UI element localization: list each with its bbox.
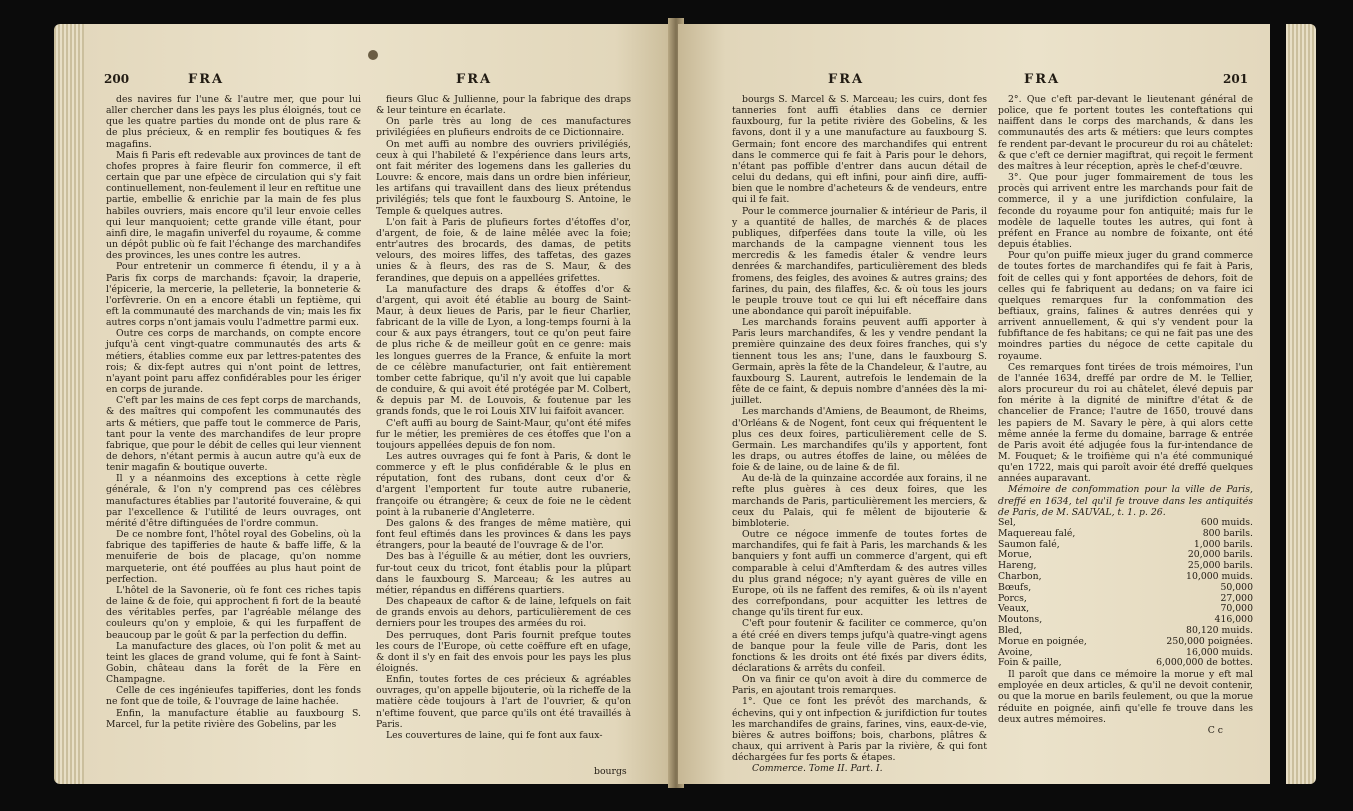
paragraph: des navires fur l'une & l'autre mer, que pour lui aller chercher dans les pays les plus éloignés, tout ce que les quatre parties du monde ont de plus rare & de plus précieux, & en remplir fes boutiques & fes magafins. <box>106 94 361 150</box>
paragraph: Des galons & des franges de même matière, qui font feul eftimés dans les provinces & dans les pays étrangers, pour la beauté de l'ouvrage & de l'or. <box>376 517 631 552</box>
right-col1-paragraphs <box>732 94 987 763</box>
left-page-edges <box>54 24 84 784</box>
table-row <box>998 529 1253 540</box>
paragraph: fieurs Gluc & Jullienne, pour la fabrique des draps & leur teinture en écarlate. <box>376 94 631 117</box>
table-row <box>998 594 1253 605</box>
paragraph: La manufacture des glaces, où l'on polit & met au teint les glaces de grand volume, qui fe font à Saint-Gobin, château dans la forêt de la Fère en Champagne. <box>106 640 361 686</box>
quantity-cell: 1,000 barils. <box>1193 538 1253 550</box>
quantity-cell: 6,000,000 de bottes. <box>1156 657 1253 669</box>
item-cell: Avoine, <box>998 646 1033 658</box>
table-row <box>998 658 1253 669</box>
item-cell: Morue en poignée, <box>998 635 1087 647</box>
item-cell: Porcs, <box>998 592 1027 604</box>
paragraph: 2°. Que c'eft par-devant le lieutenant général de police, que fe portent toutes les conteftations qui naiffent dans le corps des marchands, & dans les communautés des arts & métiers: que leurs comptes fe rendent par-devant le procureur du roi au châtelet: & que c'eft ce dernier magiftrat, qui reçoit le ferment des maîtres à leur réception, après le chef-d'œuvre. <box>998 94 1253 172</box>
right-col2-bottom-paragraphs <box>998 669 1253 725</box>
right-running-head-2: FRA <box>1024 72 1061 87</box>
quantity-cell: 80,120 muids. <box>1186 624 1253 636</box>
paragraph: La manufacture des draps & étoffes d'or & d'argent, qui avoit été établie au bourg de Saint-Maur, à deux lieues de Paris, par le fieur Charlier, fabricant de la ville de Lyon, a long-temps fourni à la cour & aux pays étrangers, tout ce qu'on peut faire de plus riche & de meilleur goût en ce genre: mais les longues guerres de la France, & enfuite la mort de ce célèbre manufacturier, ont fait entièrement tomber cette fabrique, qu'il n'y avoit que lui capable de conduire, & qui avoit été protégée par M. Colbert, & depuis par M. de Louvois, & foutenue par les grands fonds, que le roi Louis XIV lui faifoit avancer. <box>376 283 631 418</box>
paragraph: C'eft auffi au bourg de Saint-Maur, qu'ont été mifes fur le métier, les premières de ces étoffes que l'on a toujours appellées depuis de fon nom. <box>376 417 631 451</box>
paragraph: Des perruques, dont Paris fournit prefque toutes les cours de l'Europe, où cette coëffure eft en ufage, & dont il s'y en fait des envois pour les pays les plus éloignés. <box>376 629 631 674</box>
item-cell: Charbon, <box>998 570 1042 582</box>
left-page <box>84 24 674 784</box>
paragraph: 1°. Que ce font les prévôt des marchands, & échevins, qui y ont infpection & jurifdiction fur toutes les marchandifes de grains, farines, vins, eaux-de-vie, bières & autres boiffons; bois, charbons, plâtres & chaux, qui arrivent à Paris par la rivière, & qui font déchargées fur fes ports & étapes. <box>732 696 987 764</box>
open-book <box>14 8 1340 800</box>
paragraph: On met auffi au nombre des ouvriers privilégiés, ceux à qui l'habileté & l'expérience dans leurs arts, ont fait mériter des logemens dans les galleries du Louvre: & encore, mais dans un ordre bien inférieur, les artifans qui travaillent dans des lieux prétendus privilégiés; tels que font le fauxbourg S. Antoine, le Temple & quelques autres. <box>376 138 631 217</box>
paragraph: Pour qu'on puiffe mieux juger du grand commerce de toutes fortes de marchandifes qui fe fait à Paris, foit de celles qui y font apportées de dehors, foit de celles qui fe fabriquent au dedans; on va faire ici quelques remarques fur la confommation des beftiaux, grains, falines & autres denrées qui y arrivent annuellement, & qui s'y vendent pour la fubfiftance de fes habitans; ce qui ne fait pas une des moindres parties du négoce de cette capitale du royaume. <box>998 250 1253 362</box>
item-cell: Saumon falé, <box>998 538 1060 550</box>
paragraph: L'on fait à Paris de plufieurs fortes d'étoffes d'or, d'argent, de foie, & de laine mêlée avec la foie; entr'autres des brocards, des damas, de petits velours, des moires liffes, des taffetas, des gazes unies & à fleurs, des ras de S. Maur, & des ferandines, que depuis on a appellées grifettes. <box>376 216 631 284</box>
quantity-cell: 250,000 poignées. <box>1166 635 1253 647</box>
paragraph: Enfin, la manufacture établie au fauxbourg S. Marcel, fur la petite rivière des Gobelins, par les <box>106 707 361 730</box>
right-page-column-2 <box>998 94 1253 736</box>
paragraph: Enfin, toutes fortes de ces précieux & agréables ouvrages, qu'on appelle bijouterie, où la richeffe de la matière cède toujours à l'art de l'ouvrier, & qu'on n'eftime fouvent, que parce qu'ils ont été travaillés à Paris. <box>376 674 631 730</box>
paragraph: Mais fi Paris eft redevable aux provinces de tant de chofes propres à faire fleurir fon commerce, il eft certain que par une efpèce de circulation qui s'y fait continuellement, non-feulement il leur en reftitue une partie, embellie & enrichie par la main de fes plus habiles ouvriers, mais encore qu'il leur envoie celles qui leur manquoient; cette grande ville étant, pour ainfi dire, le magafin univerfel du royaume, & comme un dépôt public où fe fait l'échange des marchandifes des provinces, les unes contre les autres. <box>106 149 361 262</box>
paragraph: Ces remarques font tirées de trois mémoires, l'un de l'année 1634, dreffé par ordre de M. le Tellier, alors procureur du roi au châtelet, élevé depuis par fon mérite à la dignité de miniftre d'état & de chancelier de France; l'autre de 1650, trouvé dans les papiers de M. Savary le père, à qui alors cette même année la ferme du domaine, barrage & entrée de Paris avoit été adjugée fous la fur-intendance de M. Fouquet; & le troifième qui n'a été communiqué qu'en 1722, mais qui paroît avoir été dreffé quelques années auparavant. <box>998 361 1253 485</box>
paragraph: Des bas à l'éguille & au métier, dont les ouvriers, fur-tout ceux du tricot, font établis pour la plûpart dans le fauxbourg S. Marceau; & les autres au métier, répandus en différens quartiers. <box>376 551 631 596</box>
table-row <box>998 637 1253 648</box>
right-page-edges <box>1286 24 1316 784</box>
paragraph: 3°. Que pour juger fommairement de tous les procès qui arrivent entre les marchands pour fait de commerce, il y a une jurifdiction confulaire, la feconde du royaume pour fon antiquité; mais fur le modèle de laquelle toutes les autres, qui font à préfent en France au nombre de foixante, ont été depuis établies. <box>998 172 1253 251</box>
consumption-table <box>998 518 1253 669</box>
quantity-cell: 800 barils. <box>1202 527 1253 539</box>
page-ornament <box>368 50 378 60</box>
right-page-number: 201 <box>1223 72 1249 86</box>
paragraph: C'eft par les mains de ces fept corps de marchands, & des maîtres qui compofent les communautés des arts & métiers, que paffe tout le commerce de Paris, tant pour la vente des marchandifes de leur propre fabrique, que pour le débit de celles qui leur viennent de dehors, n'étant permis à aucun autre qu'à eux de tenir magafin & boutique ouverte. <box>106 395 361 474</box>
paragraph: L'hôtel de la Savonerie, où fe font ces riches tapis de laine & de foie, qui approchent fi fort de la beauté des véritables perfes, par l'agréable mélange des couleurs qu'on y emploie, & qui les furpaffent de beaucoup par le goût & par la perfection du deffin. <box>106 584 361 641</box>
paragraph: Outre ces corps de marchands, on compte encore jufqu'à cent vingt-quatre communautés des arts & métiers, établies comme eux par lettres-patentes des rois; & dix-fept autres qui n'ont point de lettres, n'ayant point paru affez confidérables pour les ériger en corps de jurande. <box>106 328 361 396</box>
item-cell: Hareng, <box>998 560 1037 572</box>
paragraph: Les couvertures de laine, qui fe font aux faux- <box>386 729 603 741</box>
quantity-cell: 20,000 barils. <box>1187 549 1253 561</box>
paragraph: On parle très au long de ces manufactures privilégiées en plufieurs endroits de ce Dictionnaire. <box>376 116 631 139</box>
memoir-title: Mémoire de confommation pour la ville de Paris, dreffé en 1634, tel qu'il fe trouve dans les antiquités de Paris, de M. SAUVAL, t. 1. p. 26. <box>998 484 1253 518</box>
quantity-cell: 600 muids. <box>1200 516 1253 528</box>
item-cell: Moutons, <box>998 614 1043 626</box>
paragraph: Outre ce négoce immenfe de toutes fortes de marchandifes, qui fe fait à Paris, les marchands & les banquiers y font auffi un commerce d'argent, qui eft comparable à celui d'Amfterdam & des autres villes du plus grand négoce; n'y ayant guères de ville en Europe, où ils ne faffent des remifes, & où ils n'ayent des correfpondans, pour acquitter les lettres de change qu'ils tirent fur eux. <box>732 529 987 619</box>
paragraph: C'eft pour foutenir & faciliter ce commerce, qu'on a été créé en divers temps jufqu'à quatre-vingt agens de banque pour la feule ville de Paris, dont les fonctions & les droits ont été fixés par divers édits, déclarations & arrêts du confeil. <box>732 618 987 674</box>
paragraph: Celle de ces ingénieufes tapifferies, dont les fonds ne font que de toile, & l'ouvrage de laine hachée. <box>106 685 361 708</box>
paragraph: Pour entretenir un commerce fi étendu, il y a à Paris fix corps de marchands: fçavoir, la draperie, l'épicerie, la mercerie, la pelleterie, la bonneterie & l'orfèvrerie. On en a encore établi un feptième, qui eft la communauté des marchands de vin; mais les fix autres corps n'ont jamais voulu l'admettre parmi eux. <box>106 261 361 329</box>
paragraph: Les marchands forains peuvent auffi apporter à Paris leurs marchandifes, & les y vendre pendant la première quinzaine des deux foires franches, qui s'y tiennent tous les ans; l'une, dans le fauxbourg S. Germain, après la fête de la Chandeleur, & l'autre, au fauxbourg S. Laurent, autrefois le lendemain de la fête de ce faint, & depuis nombre d'années dès la mi-juillet. <box>732 317 987 407</box>
quantity-cell: 70,000 <box>1220 603 1253 615</box>
signature-line: Commerce. Tome II. Part. I. <box>752 763 883 775</box>
paragraph: Les autres ouvrages qui fe font à Paris, & dont le commerce y eft le plus confidérable & le plus en réputation, font des rubans, dont ceux d'or & d'argent l'emportent fur toute autre rubanerie, françoife ou étrangère; & ceux de foie ne le cèdent point à la rubanerie d'Angleterre. <box>376 451 631 518</box>
left-catchword: bourgs <box>594 766 627 777</box>
quantity-cell: 27,000 <box>1220 592 1253 604</box>
right-running-head-1: FRA <box>828 72 865 87</box>
paragraph: De ce nombre font, l'hôtel royal des Gobelins, où la fabrique des tapifferies de haute & baffe liffe, & la menuiferie de bois de placage, qu'on nomme marqueterie, ont été pouffées au plus haut point de perfection. <box>106 529 361 585</box>
item-cell: Sel, <box>998 516 1016 528</box>
left-page-column-1 <box>106 94 361 730</box>
quantity-cell: 10,000 muids. <box>1186 570 1253 582</box>
quantity-cell: 50,000 <box>1220 581 1253 593</box>
quantity-cell: 25,000 barils. <box>1187 560 1253 572</box>
paragraph: Il paroît que dans ce mémoire la morue y eft mal employée en deux articles, & qu'il ne devoit contenir, ou que la morue en barils feulement, ou que la morue réduite en poignée, ainfi qu'elle fe trouve dans les deux autres mémoires. <box>998 669 1253 725</box>
item-cell: Foin & paille, <box>998 657 1062 669</box>
paragraph: Au de-là de la quinzaine accordée aux forains, il ne refte plus guères à ces deux foires, que les marchands de Paris, particulièrement les merciers, & ceux du Palais, qui fe mêlent de bijouterie & bimbloterie. <box>732 473 987 529</box>
paragraph: On va finir ce qu'on avoit à dire du commerce de Paris, en ajoutant trois remarques. <box>732 674 987 697</box>
item-cell: Morue, <box>998 549 1033 561</box>
quantity-cell: 416,000 <box>1214 614 1253 626</box>
left-page-number: 200 <box>104 72 130 86</box>
paragraph: Des chapeaux de caftor & de laine, lefquels on fait de grands envois au dehors, particulièrement de ces derniers pour les troupes des armées du roi. <box>376 596 631 630</box>
item-cell: Bœufs, <box>998 581 1032 593</box>
item-cell: Bled, <box>998 624 1023 636</box>
paragraph: Il y a néanmoins des exceptions à cette règle générale, & l'on n'y comprend pas ces célèbres manufactures établies par l'autorité fouveraine, & qui par l'excellence & l'utilité de leurs ouvrages, ont mérité d'être diftinguées de l'ordre commun. <box>106 473 362 529</box>
right-col2-paragraphs <box>998 94 1253 484</box>
left-page-column-2 <box>376 94 631 741</box>
right-page <box>678 24 1270 784</box>
signature-mark: C c <box>1207 724 1223 736</box>
paragraph: bourgs S. Marcel & S. Marceau; les cuirs, dont fes tanneries font auffi établies dans ce dernier fauxbourg, fur la petite rivière des Gobelins, & les favons, dont il y a une manufacture au fauxbourg S. Germain; font encore des marchandifes qui entrent dans le commerce qui fe fait à Paris pour le dehors, n'étant pas poffible d'entrer dans aucun détail de celui du dedans, qui eft infini, pour ainfi dire, auffi-bien que le nombre d'acheteurs & de vendeurs, entre qui il fe fait. <box>732 94 987 206</box>
right-page-column-1 <box>732 94 987 775</box>
paragraph: Pour le commerce journalier & intérieur de Paris, il y a quantité de halles, de marchés & de places publiques, difperfées dans toute la ville, où les marchands de la campagne viennent tous les mercredis & les famedis étaler & vendre leurs denrées & marchandifes, particulièrement des bleds fromens, des feigles, des avoines & autres grains; des farines, du pain, des filaffes, &c. & où tous les jours le peuple trouve tout ce qui lui eft néceffaire dans une abondance qui paroît inépuifable. <box>732 205 987 317</box>
table-row <box>998 572 1253 583</box>
quantity-cell: 16,000 muids. <box>1186 646 1253 658</box>
left-running-head-1: FRA <box>188 72 225 87</box>
item-cell: Veaux, <box>998 603 1030 615</box>
item-cell: Maquereau falé, <box>998 527 1076 539</box>
left-running-head-2: FRA <box>456 72 493 87</box>
table-row <box>998 583 1253 594</box>
paragraph: Les marchands d'Amiens, de Beaumont, de Rheims, d'Orléans & de Nogent, font ceux qui fréquentent le plus ces deux foires, particulièrement celle de S. Germain. Les marchandifes qu'ils y apportent, font les draps, ou autres étoffes de laine, ou mêlées de foie & de laine, ou de laine & de fil. <box>732 406 987 474</box>
